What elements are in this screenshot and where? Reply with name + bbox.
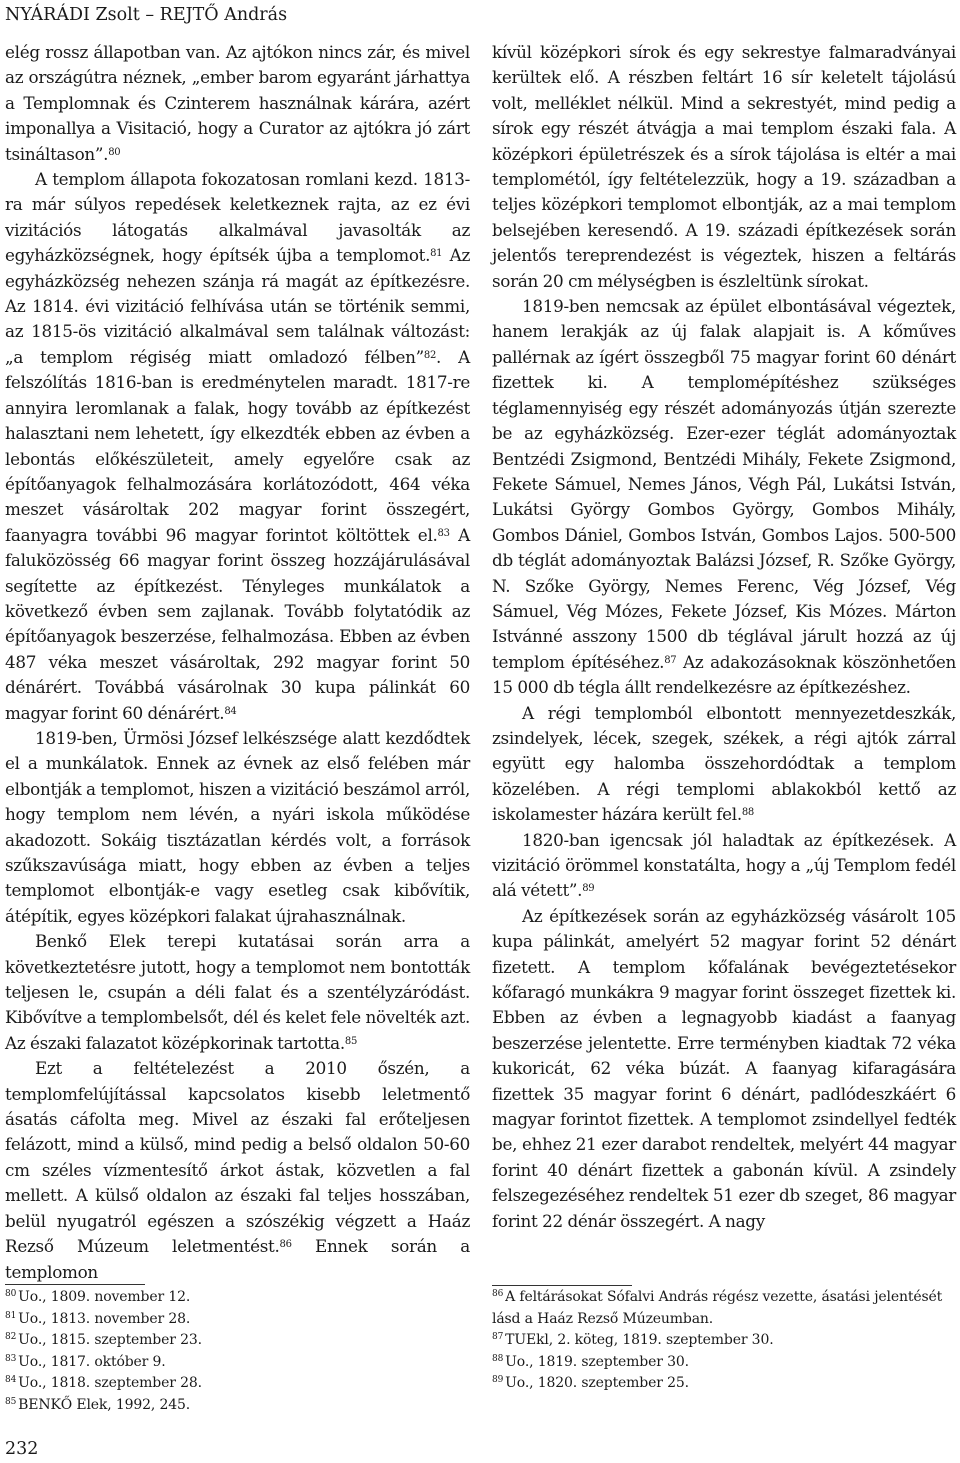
paragraph: Benkő Elek terepi kutatásai során arra a következtetésre jutott, hogy a templomot nem bontották teljesen le, csupán a déli falat és a szentélyzáródást. Kibővítve a templombelsőt, dél és kelet fele növelték azt. Az északi falazatot középkorinak tartotta.$^{85}$ (5, 931, 470, 1053)
footnote-ref[interactable]: 85 (344, 1035, 358, 1047)
footnote: $^{88}$ Uo., 1819. szeptember 30. (492, 1353, 689, 1370)
footnote: $^{81}$ Uo., 1813. november 28. (5, 1310, 191, 1327)
footnote: $^{80}$ Uo., 1809. november 12. (5, 1289, 191, 1305)
paragraph: kívül középkori sírok és egy sekrestye falmaradványai kerültek elő. A részben feltárt 16 sír keletelt tájolású volt, melléklet nélkül. Mind a sekrestyét, mind pedig a sírok egy részét átvágja a mai templom északi fala. A középkori épületrészek és a sírok tájolása is eltér a mai templométól, így feltételezzük, hogy a 19. században a teljes középkori templomot elbontják, az a mai templom belsejében keresendő. A 19. századi építkezések során jelentős tereprendezést is végeztek, hiszen a feltárás során 20 cm mélységben is észleltünk sírokat. (492, 42, 956, 291)
footnotes-right (492, 1287, 956, 1395)
footnote-ref[interactable]: 88 (741, 807, 754, 819)
footnote: $^{82}$ Uo., 1815. szeptember 23. (5, 1332, 202, 1348)
footnote-ref[interactable]: 87 (664, 654, 677, 666)
paragraph: 1819-ben nemcsak az épület elbontásával végeztek, hanem lerakják az új falak alapjait is. A kőműves pallérnak az ígért összegből 75 magyar forint 60 dénárt fizettek ki. A templomépítéshez szükséges téglamennyiség egy részét adományozás útján szerezte be az egyházközség. Ezer-ezer téglát adományoztak Bentzédi Zsigmond, Bentzédi Mihály, Fekete Zsigmond, Fekete Sámuel, Nemes János, Végh Pál, Lukátsi István, Lukátsi György Gombos György, Gombos Mihály, Gombos Dániel, Gombos István, Gombos Lajos. 500-500 db téglát adományoztak Balázsi József, R. Szőke György, N. Szőke György, Nemes Ferenc, Vég József, Vég Sámuel, Vég Mózes, Fekete József, Kis Mózes. Márton Istvánné asszony 1500 db téglával járult hozzá az új templom építéséhez.$^{87}$ Az adakozásoknak köszönhetően 15 000 db tégla állt rendelkezésre az építkezéshez. (492, 296, 956, 698)
footnote-ref[interactable]: 83 (437, 527, 450, 539)
footnote-divider (5, 1284, 145, 1285)
footnote: $^{85}$ BENKŐ Elek, 1992, 245. (5, 1396, 191, 1413)
paragraph: Az építkezések során az egyházközség vásárolt 105 kupa pálinkát, amelyért 52 magyar forint 52 dénárt fizetett. A templom kőfalának bevégeztetésekor kőfaragó munkákra 9 magyar forint összeget fizettek ki. Ebben az évben a legnagyobb kiadást a faanyag beszerzése jelentette. Erre terményben kiadtak 72 véka kukoricát, 62 véka búzát. A faanyag kifaragására fizettek 35 magyar forint 6 dénárt, padlódeszkáért 6 magyar forintot fizettek. A templomot zsindellyel fedték be, ehhez 21 ezer darabot rendeltek, melyért 44 magyar forint 40 dénárt fizettek a gabonán kívül. A zsindely felszegezéséhez rendeltek 51 ezer db szeget, 86 magyar forint 22 dénár összegért. A nagy (492, 905, 956, 1231)
paragraph: A templom állapota fokozatosan romlani kezd. 1813-ra már súlyos repedések keletkeznek rajta, az ez évi vizitációs látogatás alkalmával javasolták az egyházközségnek, hogy építsék újba a templomot.$^{81}$ Az egyházközség nehezen szánja rá magát az építkezésre. Az 1814. évi vizitáció felhívása után se történik semmi, az 1815-ös vizitáció alkalmával sem találnak változást: „a templom régiség miatt omladozó félben”$^{82}$. A felszólítás 1816-ban is eredménytelen maradt. 1817-re annyira leromlanak a falak, hogy tovább az építkezést halasztani nem lehetett, így elkezdték ebben az évben a lebontás előkészületeit, amely egyelőre csak az építőanyagok felhalmozására korlátozódott, 464 véka meszet vásároltak 202 magyar forint összegért, faanyagra további 96 magyar forintot költöttek el.$^{83}$ A faluközösség 66 magyar forint összeg hozzájárulásával segítette az építkezést. Tényleges munkálatok a következő évben sem zajlanak. Tovább folytatódik az építőanyagok beszerzése, felhalmozása. Ebben az évben 487 véka meszet vásároltak, 292 magyar forint 50 dénárért. Továbbá vásárolnak 30 kupa pálinkát 60 magyar forint 60 dénárért.$^{84}$ (5, 169, 470, 723)
footnote: $^{89}$ Uo., 1820. szeptember 25. (492, 1375, 689, 1391)
footnote-ref[interactable]: 82 (423, 349, 437, 361)
paragraph: elég rossz állapotban van. Az ajtókon nincs zár, és mivel az országútra néznek, „ember barom egyaránt járhattya a Templomnak és Czinterem használnak kárára, azért imponallya a Visitació, hogy a Curator az ajtókra jó zárt tsináltason”.$^{80}$ (5, 42, 470, 164)
footnote-ref[interactable]: 84 (224, 705, 237, 717)
right-column (492, 40, 956, 1234)
footnote: $^{86}$ A feltárásokat Sófalvi András régész vezette, ásatási jelentését lásd a Haáz Rezső Múzeumban. (492, 1289, 943, 1327)
footnote: $^{83}$ Uo., 1817. október 9. (5, 1353, 166, 1370)
footnote-ref[interactable]: 89 (582, 883, 595, 895)
paragraph: A régi templomból elbontott mennyezetdeszkák, zsindelyek, lécek, szegek, székek, a régi ajtók zárral együtt egy halomba összehordódtak a templom közelében. A régi templomi ablakokból kettő az iskolamester házára került fel.$^{88}$ (492, 702, 956, 825)
left-column (5, 40, 470, 1285)
running-head: NYÁRÁDI Zsolt – REJTŐ András (5, 5, 288, 25)
footnote-ref[interactable]: 81 (430, 248, 443, 260)
footnote: $^{87}$ TUEkl, 2. köteg, 1819. szeptember 30. (492, 1332, 774, 1348)
paragraph: Ezt a feltételezést a 2010 őszén, a templomfelújítással kapcsolatos kisebb leletmentő ásatás cáfolta meg. Mivel az északi fal erőteljesen felázott, mind a külső, mind pedig a belső oldalon 50-60 cm széles vízmentesítő árkot ástak, közvetlen a fal mellett. A külső oldalon az északi fal teljes hosszában, belül nyugatról egészen a szószékig végzett a Haáz Rezső Múzeum leletmentést.$^{86}$ Ennek során a templomon (5, 1058, 471, 1282)
paragraph: 1819-ben, Ürmösi József lelkészsége alatt kezdődtek el a munkálatok. Ennek az évnek az első felében már elbontják a templomot, hiszen a vizitáció beszámol arról, hogy templom nem lévén, a nyári iskola működése akadozott. Sokáig tisztázatlan kérdés volt, a források szűkszavúsága miatt, hogy ebben az évben a teljes templomot elbontják-e vagy esetleg csak kibővítik, átépítik, egyes középkori falakat újrahasználnak. (5, 727, 470, 926)
footnote-ref[interactable]: 80 (108, 146, 121, 158)
page-number: 232 (5, 1439, 39, 1459)
footnotes-left (5, 1287, 465, 1416)
footnote: $^{84}$ Uo., 1818. szeptember 28. (5, 1375, 202, 1391)
footnote-divider (492, 1285, 632, 1286)
footnote-ref[interactable]: 86 (279, 1239, 292, 1251)
paragraph: 1820-ban igencsak jól haladtak az építkezések. A vizitáció örömmel konstatálta, hogy a „új Templom fedél alá vétett”.$^{89}$ (492, 829, 956, 901)
